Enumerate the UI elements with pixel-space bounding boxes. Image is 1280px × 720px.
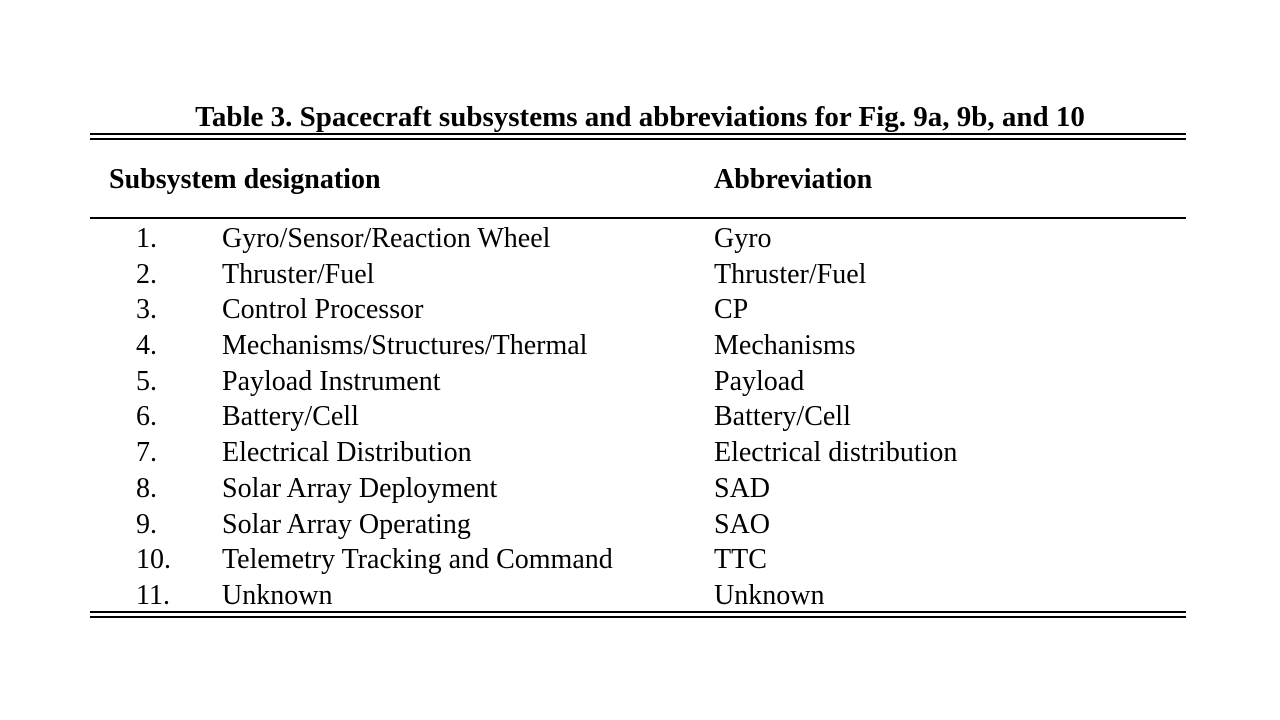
subsystem-abbreviation: Unknown xyxy=(714,579,825,611)
table-body xyxy=(0,221,1280,614)
row-number: 10. xyxy=(136,544,171,576)
row-number: 6. xyxy=(136,401,157,433)
subsystem-abbreviation: TTC xyxy=(714,544,767,576)
subsystem-designation: Telemetry Tracking and Command xyxy=(222,544,613,576)
table-row xyxy=(0,221,1280,257)
bottom-rule xyxy=(90,611,1186,613)
row-number: 8. xyxy=(136,472,157,504)
subsystem-designation: Solar Array Deployment xyxy=(222,472,498,504)
subsystem-designation: Electrical Distribution xyxy=(222,437,472,469)
row-number: 3. xyxy=(136,294,157,326)
subsystem-designation: Control Processor xyxy=(222,294,424,326)
subsystem-abbreviation: Thruster/Fuel xyxy=(714,258,867,290)
table-row xyxy=(0,364,1280,400)
header-rule xyxy=(90,217,1186,219)
top-rule-second xyxy=(90,138,1186,140)
table-row xyxy=(0,542,1280,578)
subsystem-designation: Mechanisms/Structures/Thermal xyxy=(222,330,588,362)
row-number: 4. xyxy=(136,330,157,362)
subsystem-designation: Solar Array Operating xyxy=(222,508,471,540)
subsystem-designation: Payload Instrument xyxy=(222,365,441,397)
table-row xyxy=(0,471,1280,507)
subsystem-abbreviation: SAO xyxy=(714,508,771,540)
subsystem-abbreviation: SAD xyxy=(714,472,771,504)
top-rule xyxy=(90,133,1186,135)
subsystem-abbreviation: Mechanisms xyxy=(714,330,856,362)
subsystem-abbreviation: Gyro xyxy=(714,223,772,254)
table-row xyxy=(0,435,1280,471)
header-subsystem-designation: Subsystem designation xyxy=(109,164,381,195)
row-number: 5. xyxy=(136,365,157,397)
table-row xyxy=(0,507,1280,543)
table-row xyxy=(0,399,1280,435)
row-number: 2. xyxy=(136,258,157,290)
row-number: 9. xyxy=(136,508,157,540)
subsystem-designation: Battery/Cell xyxy=(222,401,359,433)
table-row xyxy=(0,328,1280,364)
table-row xyxy=(0,292,1280,328)
subsystem-abbreviation: Electrical distribution xyxy=(714,437,958,469)
subsystem-designation: Thruster/Fuel xyxy=(222,258,375,290)
row-number: 7. xyxy=(136,437,157,469)
header-abbreviation: Abbreviation xyxy=(714,164,873,195)
table-row xyxy=(0,578,1280,614)
subsystem-abbreviation: Payload xyxy=(714,365,805,397)
bottom-rule-second xyxy=(90,616,1186,618)
subsystem-abbreviation: Battery/Cell xyxy=(714,401,851,433)
table-title: Table 3. Spacecraft subsystems and abbreviations for Fig. 9a, 9b, and 10 xyxy=(195,101,1085,133)
row-number: 1. xyxy=(136,223,157,254)
row-number: 11. xyxy=(136,579,170,611)
subsystem-abbreviation: CP xyxy=(714,294,749,326)
subsystem-designation: Unknown xyxy=(222,579,333,611)
table-row xyxy=(0,257,1280,293)
subsystem-designation: Gyro/Sensor/Reaction Wheel xyxy=(222,223,551,254)
